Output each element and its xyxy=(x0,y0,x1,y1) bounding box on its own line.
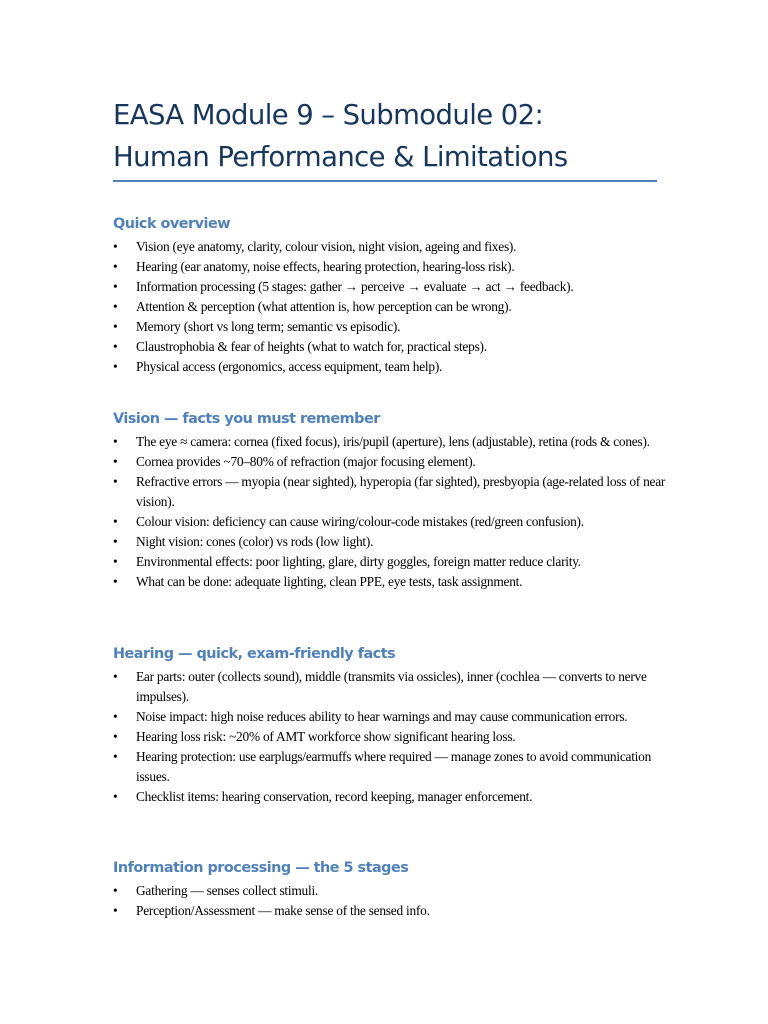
section-hearing xyxy=(113,643,673,807)
list-item-text: Memory (short vs long term; semantic vs episodic). xyxy=(136,319,401,334)
bullet-icon: • xyxy=(113,299,118,314)
list-item xyxy=(113,297,673,317)
list-item xyxy=(113,357,673,377)
list-item-text: Night vision: cones (color) vs rods (low light). xyxy=(136,534,374,549)
bullet-list xyxy=(113,881,673,921)
bullet-icon: • xyxy=(113,554,118,569)
list-item xyxy=(113,317,673,337)
list-item-text: Environmental effects: poor lighting, glare, dirty goggles, foreign matter reduce clarity. xyxy=(136,554,581,569)
list-item-text: Colour vision: deficiency can cause wiring/colour-code mistakes (red/green confusion). xyxy=(136,514,584,529)
list-item xyxy=(113,472,673,512)
title-underline xyxy=(113,180,657,182)
list-item-text: What can be done: adequate lighting, clean PPE, eye tests, task assignment. xyxy=(136,574,523,589)
list-item-text: Information processing (5 stages: gather → perceive → evaluate → act → feedback). xyxy=(136,279,574,294)
bullet-icon: • xyxy=(113,749,118,764)
list-item xyxy=(113,257,673,277)
document-title-line-2: Human Performance & Limitations xyxy=(113,141,568,173)
bullet-icon: • xyxy=(113,319,118,334)
bullet-icon: • xyxy=(113,669,118,684)
list-item-text: Noise impact: high noise reduces ability to hear warnings and may cause communication errors. xyxy=(136,709,628,724)
bullet-icon: • xyxy=(113,359,118,374)
list-item-text: Checklist items: hearing conservation, record keeping, manager enforcement. xyxy=(136,789,533,804)
section-heading: Vision — facts you must remember xyxy=(113,411,380,427)
list-item xyxy=(113,277,673,297)
bullet-list xyxy=(113,667,673,807)
list-item-text: The eye ≈ camera: cornea (fixed focus), iris/pupil (aperture), lens (adjustable), retina (rods & cones). xyxy=(136,434,650,449)
section-heading: Information processing — the 5 stages xyxy=(113,860,409,876)
list-item-text: Ear parts: outer (collects sound), middle (transmits via ossicles), inner (cochlea — converts to nerve impulses). xyxy=(136,669,647,704)
list-item-text: Physical access (ergonomics, access equipment, team help). xyxy=(136,359,443,374)
section-quick-overview xyxy=(113,213,673,377)
list-item-text: Hearing protection: use earplugs/earmuffs where required — manage zones to avoid communication issues. xyxy=(136,749,652,784)
bullet-list xyxy=(113,432,673,592)
section-information-processing xyxy=(113,857,673,921)
bullet-icon: • xyxy=(113,239,118,254)
document-title xyxy=(113,94,673,178)
list-item xyxy=(113,747,673,787)
bullet-icon: • xyxy=(113,514,118,529)
bullet-icon: • xyxy=(113,534,118,549)
list-item xyxy=(113,667,673,707)
list-item xyxy=(113,512,673,532)
bullet-icon: • xyxy=(113,709,118,724)
list-item xyxy=(113,901,673,921)
list-item xyxy=(113,237,673,257)
bullet-icon: • xyxy=(113,339,118,354)
list-item-text: Gathering — senses collect stimuli. xyxy=(136,883,319,898)
list-item-text: Cornea provides ~70–80% of refraction (major focusing element). xyxy=(136,454,476,469)
bullet-icon: • xyxy=(113,574,118,589)
bullet-list xyxy=(113,237,673,377)
list-item-text: Perception/Assessment — make sense of the sensed info. xyxy=(136,903,430,918)
list-item-text: Hearing (ear anatomy, noise effects, hearing protection, hearing-loss risk). xyxy=(136,259,515,274)
bullet-icon: • xyxy=(113,454,118,469)
list-item xyxy=(113,572,673,592)
list-item xyxy=(113,881,673,901)
list-item xyxy=(113,432,673,452)
bullet-icon: • xyxy=(113,883,118,898)
bullet-icon: • xyxy=(113,729,118,744)
bullet-icon: • xyxy=(113,903,118,918)
section-vision xyxy=(113,408,673,592)
section-heading: Quick overview xyxy=(113,216,231,232)
list-item xyxy=(113,532,673,552)
list-item xyxy=(113,727,673,747)
bullet-icon: • xyxy=(113,279,118,294)
list-item-text: Claustrophobia & fear of heights (what to watch for, practical steps). xyxy=(136,339,487,354)
list-item xyxy=(113,787,673,807)
list-item xyxy=(113,452,673,472)
section-heading: Hearing — quick, exam-friendly facts xyxy=(113,646,396,662)
list-item-text: Attention & perception (what attention is, how perception can be wrong). xyxy=(136,299,512,314)
list-item xyxy=(113,707,673,727)
list-item xyxy=(113,337,673,357)
list-item xyxy=(113,552,673,572)
bullet-icon: • xyxy=(113,474,118,489)
bullet-icon: • xyxy=(113,789,118,804)
list-item-text: Hearing loss risk: ~20% of AMT workforce show significant hearing loss. xyxy=(136,729,516,744)
bullet-icon: • xyxy=(113,434,118,449)
bullet-icon: • xyxy=(113,259,118,274)
document-title-line-1: EASA Module 9 – Submodule 02: xyxy=(113,99,544,131)
list-item-text: Refractive errors — myopia (near sighted), hyperopia (far sighted), presbyopia (age-related loss of near vision). xyxy=(136,474,666,509)
list-item-text: Vision (eye anatomy, clarity, colour vision, night vision, ageing and fixes). xyxy=(136,239,517,254)
